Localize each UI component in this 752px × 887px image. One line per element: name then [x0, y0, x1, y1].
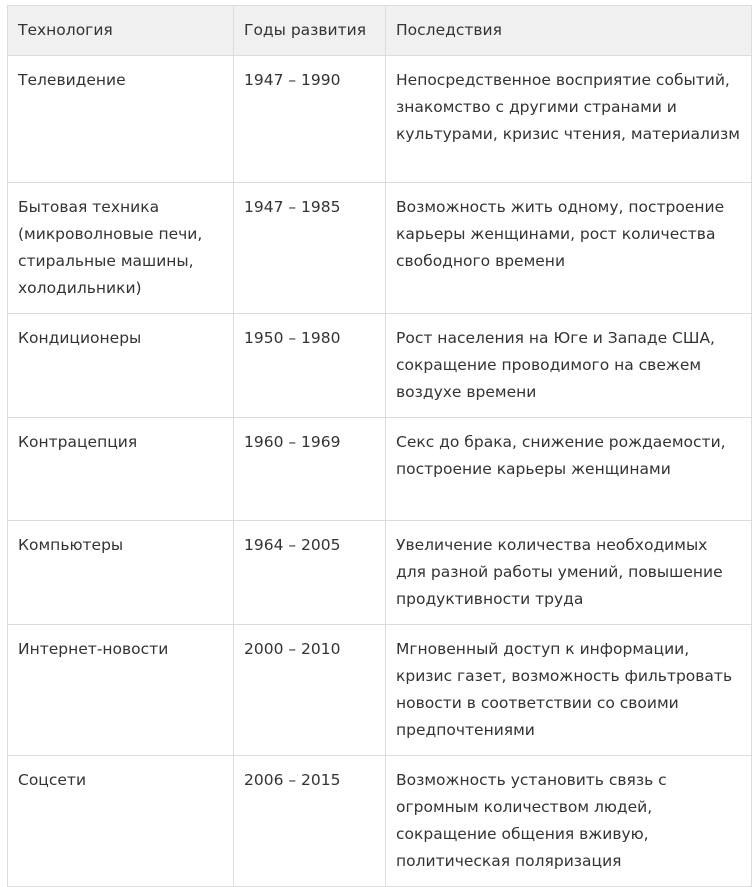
- cell-technology: Телевидение: [8, 56, 234, 183]
- table-row: [8, 314, 752, 418]
- cell-consequences: Возможность жить одному, построение карьеры женщинами, рост количества свободного времени: [386, 183, 752, 314]
- cell-years: 1964 – 2005: [234, 521, 386, 625]
- cell-years: 1947 – 1990: [234, 56, 386, 183]
- cell-years: 1947 – 1985: [234, 183, 386, 314]
- cell-consequences: Возможность установить связь с огромным количеством людей, сокращение общения вживую, политическая поляризация: [386, 756, 752, 887]
- cell-technology: Компьютеры: [8, 521, 234, 625]
- header-years: Годы развития: [234, 6, 386, 56]
- cell-years: 1950 – 1980: [234, 314, 386, 418]
- cell-years: 2000 – 2010: [234, 625, 386, 756]
- cell-technology: Контрацепция: [8, 418, 234, 521]
- table-row: [8, 625, 752, 756]
- table-row: [8, 183, 752, 314]
- cell-years: 1960 – 1969: [234, 418, 386, 521]
- cell-consequences: Секс до брака, снижение рождаемости, построение карьеры женщинами: [386, 418, 752, 521]
- cell-technology: Бытовая техника (микроволновые печи, стиральные машины, холодильники): [8, 183, 234, 314]
- table-row: [8, 418, 752, 521]
- cell-technology: Интернет-новости: [8, 625, 234, 756]
- table-header: [8, 6, 752, 56]
- cell-technology: Соцсети: [8, 756, 234, 887]
- cell-years: 2006 – 2015: [234, 756, 386, 887]
- header-row: [8, 6, 752, 56]
- header-technology: Технология: [8, 6, 234, 56]
- cell-consequences: Непосредственное восприятие событий, знакомство с другими странами и культурами, кризис чтения, материализм: [386, 56, 752, 183]
- table-body: [8, 56, 752, 887]
- cell-consequences: Рост населения на Юге и Западе США, сокращение проводимого на свежем воздухе времени: [386, 314, 752, 418]
- cell-consequences: Увеличение количества необходимых для разной работы умений, повышение продуктивности труда: [386, 521, 752, 625]
- table-row: [8, 521, 752, 625]
- cell-consequences: Мгновенный доступ к информации, кризис газет, возможность фильтровать новости в соответствии со своими предпочтениями: [386, 625, 752, 756]
- header-consequences: Последствия: [386, 6, 752, 56]
- cell-technology: Кондиционеры: [8, 314, 234, 418]
- table-row: [8, 56, 752, 183]
- technology-table: [7, 5, 752, 887]
- table-row: [8, 756, 752, 887]
